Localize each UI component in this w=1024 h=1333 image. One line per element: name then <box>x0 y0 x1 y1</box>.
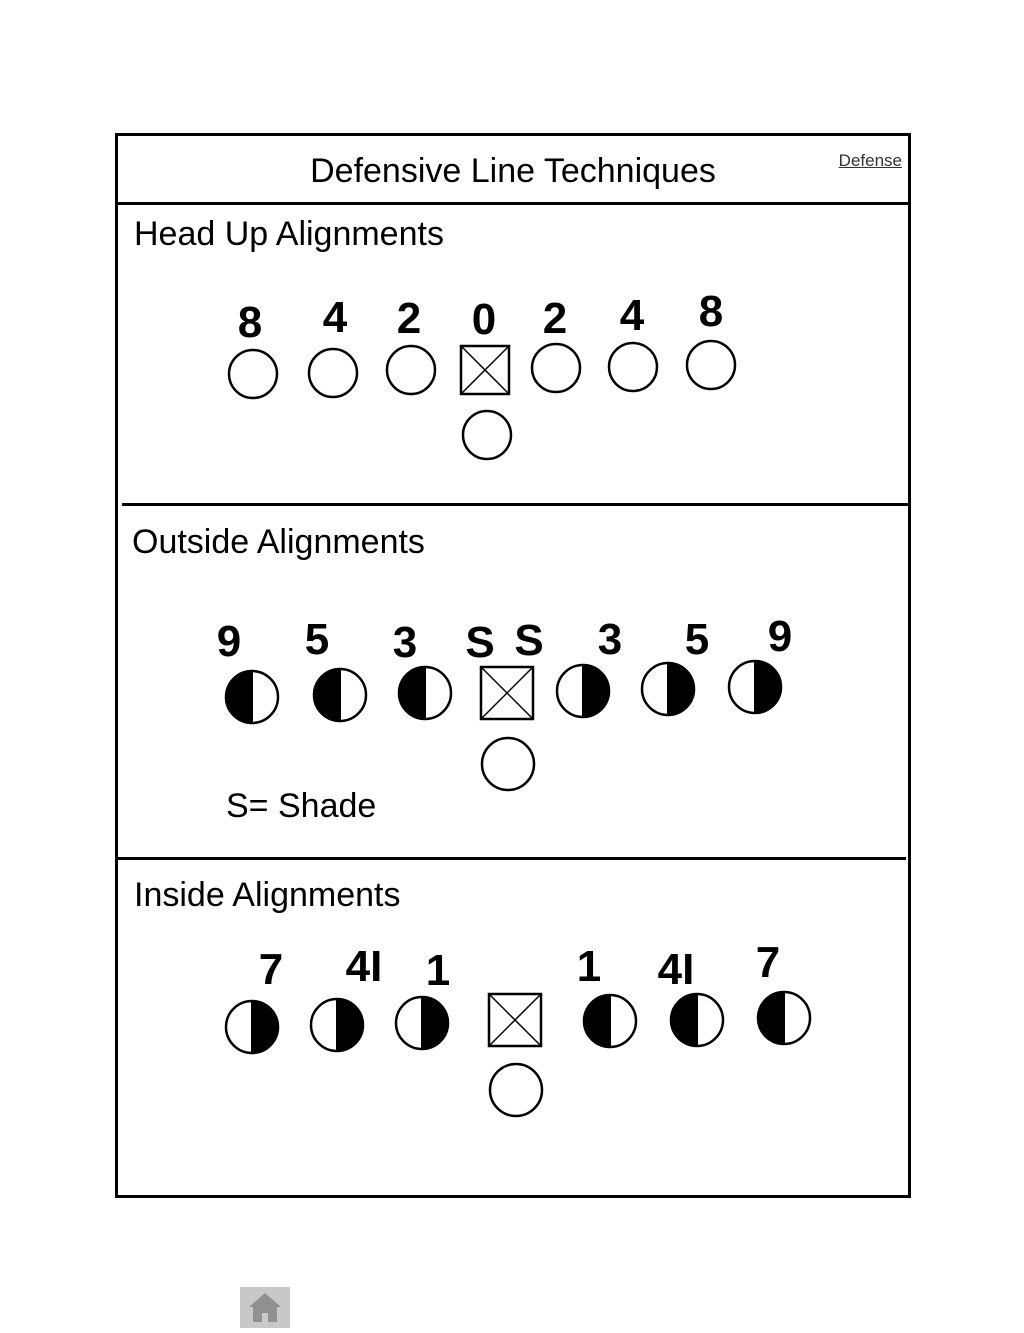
defender-circle <box>609 343 657 391</box>
defender-circle <box>314 669 366 721</box>
defender-circle <box>229 350 277 398</box>
quarterback-circle <box>482 738 534 790</box>
defender-circle <box>687 341 735 389</box>
defender-circle <box>557 665 609 717</box>
technique-number: 3 <box>597 615 623 664</box>
defender-circle <box>584 995 636 1047</box>
section-label-outside: Outside Alignments <box>132 523 425 561</box>
technique-number: 1 <box>576 942 602 991</box>
defender-circle <box>309 349 357 397</box>
technique-number: 8 <box>698 287 724 336</box>
defender-circle <box>642 663 694 715</box>
technique-number: 1 <box>425 946 451 995</box>
technique-number: 5 <box>304 615 330 664</box>
technique-number: 7 <box>755 938 781 987</box>
page-title: Defensive Line Techniques <box>310 152 716 190</box>
defense-link[interactable]: Defense <box>838 151 902 170</box>
technique-number: 4 <box>322 293 348 342</box>
technique-number: S <box>514 616 544 665</box>
defender-circle <box>532 344 580 392</box>
technique-number: 9 <box>767 612 793 661</box>
home-button[interactable] <box>240 1287 290 1328</box>
quarterback-circle <box>490 1064 542 1116</box>
technique-number: 9 <box>216 617 242 666</box>
technique-number: 2 <box>396 294 422 343</box>
center-box <box>481 667 533 719</box>
technique-number: S <box>465 618 495 667</box>
defender-circle <box>226 671 278 723</box>
defender-circle <box>399 667 451 719</box>
technique-number: 5 <box>684 615 710 664</box>
section-label-head-up: Head Up Alignments <box>134 215 444 253</box>
defender-circle <box>729 661 781 713</box>
technique-number: 7 <box>258 945 284 994</box>
technique-number: 2 <box>542 294 568 343</box>
defender-circle <box>396 997 448 1049</box>
center-box <box>489 994 541 1046</box>
home-icon <box>240 1287 290 1328</box>
defender-circle <box>226 1001 278 1053</box>
technique-number: 3 <box>392 618 418 667</box>
defender-circle <box>387 346 435 394</box>
technique-number: 4I <box>657 945 695 994</box>
quarterback-circle <box>463 411 511 459</box>
defender-circle <box>758 992 810 1044</box>
center-box <box>461 346 509 394</box>
shade-legend: S= Shade <box>226 787 377 825</box>
defender-circle <box>671 994 723 1046</box>
technique-number: 8 <box>237 298 263 347</box>
technique-number: 4I <box>345 942 383 991</box>
technique-number: 0 <box>471 295 497 344</box>
technique-number: 4 <box>619 291 645 340</box>
defender-circle <box>311 999 363 1051</box>
section-label-inside: Inside Alignments <box>134 876 401 914</box>
